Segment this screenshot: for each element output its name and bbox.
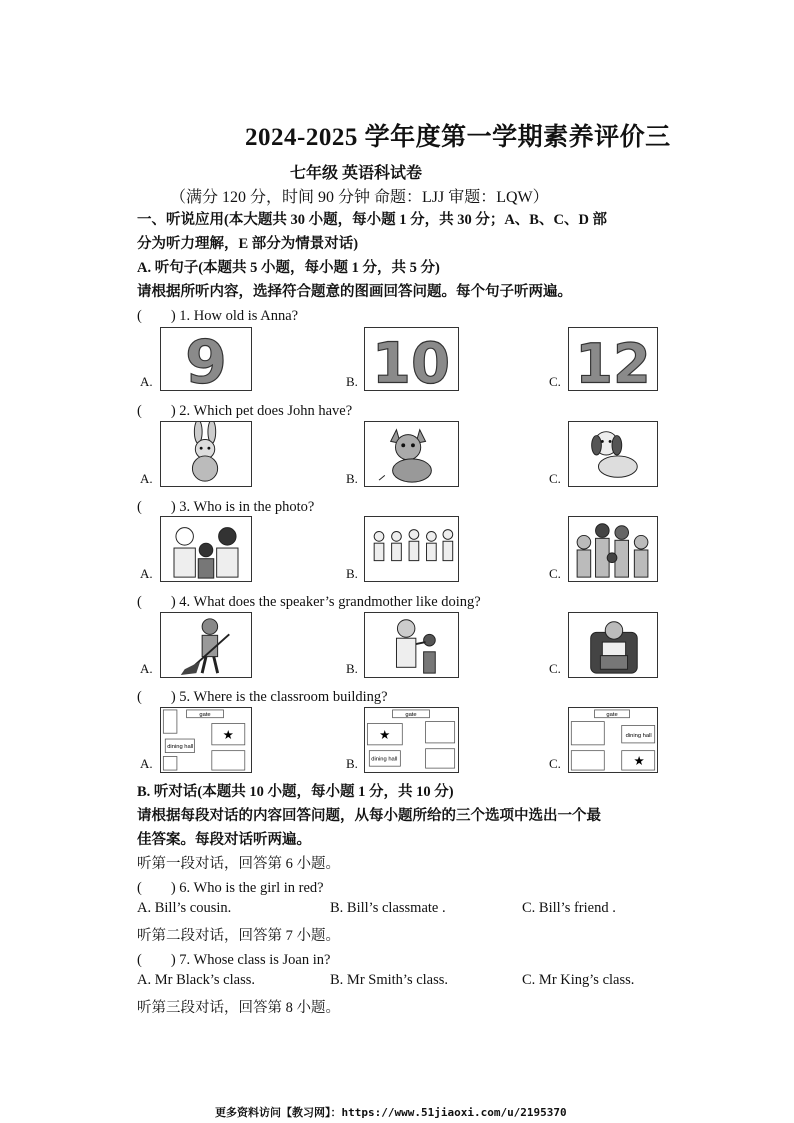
q4-option-c-image-reading — [568, 612, 658, 678]
q4-option-b-image-watering — [364, 612, 459, 678]
dialog-3-intro: 听第三段对话，回答第 8 小题。 — [137, 1000, 340, 1016]
footer-link[interactable]: 更多资料访问【教习网】：https://www.51jiaoxi.com/u/2195370 — [215, 1106, 567, 1119]
question-4-stem: ( ) 4. What does the speaker’s grandmother like doing? — [137, 594, 481, 610]
part-b-heading: B. 听对话(本题共 10 小题，每小题 1 分，共 10 分) — [137, 784, 454, 800]
q7-option-a: A. Mr Black’s class. — [137, 972, 255, 988]
question-2-stem: ( ) 2. Which pet does John have? — [137, 403, 353, 419]
q5c-star-icon: ★ — [633, 754, 645, 769]
svg-text:12: 12 — [575, 332, 651, 390]
q5-option-b-label: B. — [346, 756, 358, 771]
question-3-stem: ( ) 3. Who is in the photo? — [137, 499, 315, 515]
q5c-gate-label: gate — [606, 711, 618, 718]
q6-option-c: C. Bill’s friend . — [522, 900, 616, 916]
question-1-stem: ( ) 1. How old is Anna? — [137, 308, 299, 324]
q1-option-c-label: C. — [549, 374, 561, 389]
part-a-heading: A. 听句子(本题共 5 小题，每小题 1 分，共 5 分) — [137, 260, 440, 276]
q5-option-a-label: A. — [140, 756, 153, 771]
q2-option-b-label: B. — [346, 471, 358, 486]
q5a-star-icon: ★ — [222, 728, 234, 743]
q7-option-c: C. Mr King’s class. — [522, 972, 635, 988]
q4-option-a-label: A. — [140, 661, 153, 676]
q5b-star-icon: ★ — [379, 728, 391, 743]
q5a-gate-label: gate — [199, 711, 211, 718]
q3-option-a-label: A. — [140, 566, 153, 581]
q2-option-b-image-cat — [364, 421, 459, 487]
section-heading-line1: 一、听说应用(本大题共 30 小题，每小题 1 分，共 30 分；A、B、C、D 部 — [137, 212, 608, 228]
q2-option-a-image-rabbit — [160, 421, 252, 487]
q2-option-c-label: C. — [549, 471, 561, 486]
q1-option-b-image — [364, 327, 459, 391]
q3-option-c-label: C. — [549, 566, 561, 581]
q2-option-a-label: A. — [140, 471, 153, 486]
q3-option-c-image-big-family — [568, 516, 658, 582]
dialog-1-intro: 听第一段对话，回答第 6 小题。 — [137, 856, 340, 872]
q2-option-c-image-dog — [568, 421, 658, 487]
part-a-instruction: 请根据所听内容，选择符合题意的图画回答问题。每个句子听两遍。 — [137, 284, 572, 300]
q5a-dining-label: dining hall — [167, 743, 194, 750]
q5-option-c-label: C. — [549, 756, 561, 771]
q4-option-a-image-sweeping — [160, 612, 252, 678]
question-7-stem: ( ) 7. Whose class is Joan in? — [137, 952, 331, 968]
page-title: 2024-2025 学年度第一学期素养评价三 — [245, 124, 671, 151]
q6-option-a: A. Bill’s cousin. — [137, 900, 232, 916]
svg-text:9: 9 — [185, 328, 227, 390]
q1-option-a-label: A. — [140, 374, 153, 389]
dialog-2-intro: 听第二段对话，回答第 7 小题。 — [137, 928, 340, 944]
exam-info: （满分 120 分，时间 90 分钟 命题：LJJ 审题：LQW） — [170, 189, 549, 206]
q6-option-b: B. Bill’s classmate . — [330, 900, 446, 916]
q1-option-b-label: B. — [346, 374, 358, 389]
svg-text:10: 10 — [371, 331, 451, 390]
q5b-gate-label: gate — [405, 711, 417, 718]
question-5-stem: ( ) 5. Where is the classroom building? — [137, 689, 388, 705]
q1-option-a-image — [160, 327, 252, 391]
q4-option-c-label: C. — [549, 661, 561, 676]
q4-option-b-label: B. — [346, 661, 358, 676]
q5-option-c-map — [568, 707, 658, 773]
part-b-instruction-line2: 佳答案。每段对话听两遍。 — [137, 832, 311, 848]
part-b-instruction-line1: 请根据每段对话的内容回答问题，从每小题所给的三个选项中选出一个最 — [137, 808, 601, 824]
q5-option-b-map — [364, 707, 459, 773]
q7-option-b: B. Mr Smith’s class. — [330, 972, 449, 988]
q3-option-b-label: B. — [346, 566, 358, 581]
q5-option-a-map — [160, 707, 252, 773]
exam-subtitle: 七年级 英语科试卷 — [290, 165, 423, 182]
q5c-dining-label: dining hall — [625, 733, 652, 740]
section-heading-line2: 分为听力理解，E 部分为情景对话) — [137, 236, 359, 252]
q3-option-a-image-family — [160, 516, 252, 582]
q5b-dining-label: dining hall — [371, 756, 398, 763]
q1-option-c-image — [568, 327, 658, 391]
question-6-stem: ( ) 6. Who is the girl in red? — [137, 880, 324, 896]
q3-option-b-image-friends — [364, 516, 459, 582]
